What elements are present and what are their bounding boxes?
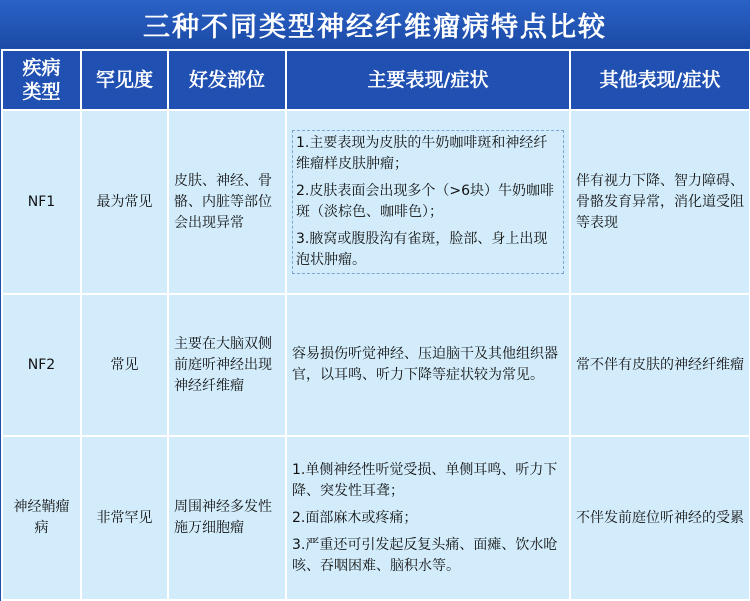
symptom-item: 1.主要表现为皮肤的牛奶咖啡斑和神经纤维瘤样皮肤肿瘤； <box>296 135 548 172</box>
cell-other-symptoms: 常不伴有皮肤的神经纤维瘤 <box>570 294 750 436</box>
symptom-item: 1.单侧神经性听觉受损、单侧耳鸣、听力下降、突发性耳聋； <box>292 461 558 499</box>
symptom-item: 2.面部麻木或疼痛； <box>292 509 418 526</box>
cell-site: 周围神经多发性施万细胞瘤 <box>168 436 286 600</box>
table-header-row <box>2 50 750 110</box>
comparison-table <box>1 49 750 601</box>
cell-type: 神经鞘瘤病 <box>2 436 81 600</box>
symptom-item: 3.腋窝或腹股沟有雀斑，脸部、身上出现泡状肿瘤。 <box>296 231 548 268</box>
cell-main-symptoms <box>286 294 570 436</box>
cell-rarity: 常见 <box>81 294 168 436</box>
cell-other-symptoms: 伴有视力下降、智力障碍、骨骼发育异常，消化道受阻等表现 <box>570 110 750 294</box>
cell-main-symptoms <box>286 110 570 294</box>
cell-other-symptoms: 不伴发前庭位听神经的受累 <box>570 436 750 600</box>
symptom-item: 2.皮肤表面会出现多个（>6块）牛奶咖啡斑（淡棕色、咖啡色）； <box>296 183 554 220</box>
symptom-item: 容易损伤听觉神经、压迫脑干及其他组织器官，以耳鸣、听力下降等症状较为常见。 <box>292 346 558 383</box>
cell-site: 主要在大脑双侧前庭听神经出现神经纤维瘤 <box>168 294 286 436</box>
cell-main-symptoms <box>286 436 570 600</box>
header-common-site: 好发部位 <box>168 50 286 110</box>
header-disease-type: 疾病类型 <box>2 50 81 110</box>
page-title: 三种不同类型神经纤维瘤病特点比较 <box>0 0 750 48</box>
cell-site: 皮肤、神经、骨骼、内脏等部位会出现异常 <box>168 110 286 294</box>
symptom-item: 3.严重还可引发起反复头痛、面瘫、饮水呛咳、吞咽困难、脑积水等。 <box>292 536 558 574</box>
table-row <box>2 110 750 294</box>
cell-type: NF1 <box>2 110 81 294</box>
header-rarity: 罕见度 <box>81 50 168 110</box>
table-row <box>2 436 750 600</box>
cell-rarity: 非常罕见 <box>81 436 168 600</box>
cell-rarity: 最为常见 <box>81 110 168 294</box>
header-main-symptoms: 主要表现/症状 <box>286 50 570 110</box>
cell-type: NF2 <box>2 294 81 436</box>
table-row <box>2 294 750 436</box>
header-other-symptoms: 其他表现/症状 <box>570 50 750 110</box>
